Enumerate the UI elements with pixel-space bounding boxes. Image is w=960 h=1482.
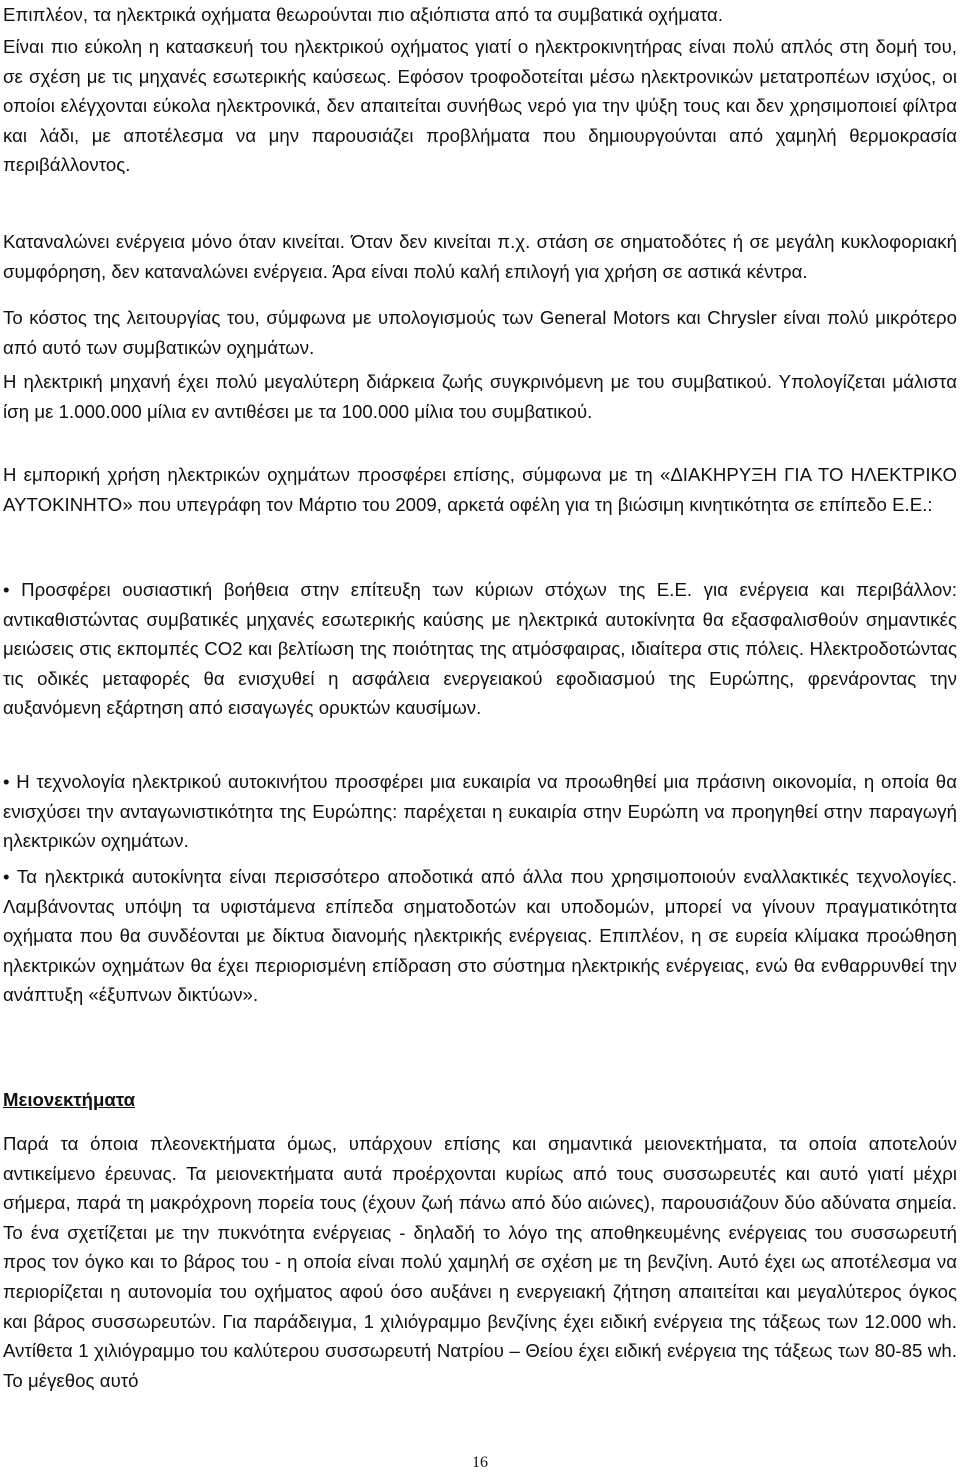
paragraph-operating-cost: Το κόστος της λειτουργίας του, σύμφωνα με υπολογισμούς των General Motors και Chrysler είναι πολύ μικρότερο από αυτό των συμβατικών οχημάτων. [3, 307, 957, 358]
bullet-item-green-economy: • Η τεχνολογία ηλεκτρικού αυτοκινήτου προσφέρει μια ευκαιρία να προωθηθεί μια πράσινη οικονομία, η οποία θα ενισχύσει την ανταγωνιστικότητα της Ευρώπης: παρέχεται η ευκαιρία στην Ευρώπη να προηγηθεί στην παραγωγή ηλεκτρικών οχημάτων. [3, 771, 957, 852]
paragraph-reliability: Επιπλέον, τα ηλεκτρικά οχήματα θεωρούνται πιο αξιόπιστα από τα συμβατικά οχήματα. [3, 4, 724, 25]
section-heading-disadvantages: Μειονεκτήματα [3, 1089, 136, 1110]
paragraph-construction: Είναι πιο εύκολη η κατασκευή του ηλεκτρικού οχήματος γιατί ο ηλεκτροκινητήρας είναι πολύ απλός στη δομή του, σε σχέση με τις μηχανές εσωτερικής καύσεως. Εφόσον τροφοδοτείται μέσω ηλεκτρονικών μετατροπέων ισχύος, οι οποίοι ελέγχονται εύκολα ηλεκτρονικά, δεν απαιτείται συνήθως νερό για την ψύξη τους και δεν χρησιμοποιεί φίλτρα και λάδι, με αποτέλεσμα να μην παρουσιάζει προβλήματα που δημιουργούνται από χαμηλή θερμοκρασία περιβάλλοντος. [3, 36, 957, 176]
paragraph-energy-consumption: Καταναλώνει ενέργεια μόνο όταν κινείται. Όταν δεν κινείται π.χ. στάση σε σηματοδότες ή σε μεγάλη κυκλοφοριακή συμφόρηση, δεν καταναλώνει ενέργεια. Άρα είναι πολύ καλή επιλογή για χρήση σε αστικά κέντρα. [3, 231, 957, 282]
page-number: 16 [472, 1454, 488, 1471]
bullet-item-efficiency: • Τα ηλεκτρικά αυτοκίνητα είναι περισσότερο αποδοτικά από άλλα που χρησιμοποιούν εναλλακτικές τεχνολογίες. Λαμβάνοντας υπόψη τα υφιστάμενα επίπεδα σηματοδοτών και υποδομών, μπορεί να γίνουν πραγματικότητα οχήματα που θα συνδέονται με δίκτυα διανομής ηλεκτρικής ενέργειας. Επιπλέον, η σε ευρεία κλίμακα προώθηση ηλεκτρικών οχημάτων θα έχει περιορισμένη επίδραση στο σύστημα ηλεκτρικής ενέργειας, ενώ θα ενθαρρυνθεί την ανάπτυξη «έξυπνων δικτύων». [3, 866, 957, 1006]
paragraph-lifespan: Η ηλεκτρική μηχανή έχει πολύ μεγαλύτερη διάρκεια ζωής συγκρινόμενη με του συμβατικού. Υπολογίζεται μάλιστα ίση με 1.000.000 μίλια εν αντιθέσει με τα 100.000 μίλια του συμβατικού. [3, 371, 957, 422]
bullet-item-eu-goals: • Προσφέρει ουσιαστική βοήθεια στην επίτευξη των κύριων στόχων της Ε.Ε. για ενέργεια και περιβάλλον: αντικαθιστώντας συμβατικές μηχανές εσωτερικής καύσης με ηλεκτρικά αυτοκίνητα θα εξασφαλισθούν σημαντικές μειώσεις στις εκπομπές CO2 και βελτίωση της ποιότητας της ατμόσφαιρας, ιδιαίτερα στις πόλεις. Ηλεκτροδοτώντας τις οδικές μεταφορές θα ενισχυθεί η ασφάλεια ενεργειακού εφοδιασμού της Ευρώπης, φρενάροντας την αυξανόμενη εξάρτηση από εισαγωγές ορυκτών καυσίμων. [3, 579, 957, 719]
paragraph-disadvantages: Παρά τα όποια πλεονεκτήματα όμως, υπάρχουν επίσης και σημαντικά μειονεκτήματα, τα οποία αποτελούν αντικείμενο έρευνας. Τα μειονεκτήματα αυτά προέρχονται κυρίως από τους συσσωρευτές και αυτό γιατί μέχρι σήμερα, παρά τη μακρόχρονη πορεία τους (έχουν ζωή πάνω από δύο αιώνες), παρουσιάζουν δύο αδύνατα σημεία. Το ένα σχετίζεται με την πυκνότητα ενέργειας - δηλαδή το λόγο της αποθηκευμένης ενέργειας του συσσωρευτή προς τον όγκο και το βάρος του - η οποία είναι πολύ χαμηλή σε σχέση με τη βενζίνη. Αυτό έχει ως αποτέλεσμα να περιορίζεται η αυτονομία του οχήματος αφού όσο αυξάνει η ενεργειακή ζήτηση απαιτείται και μεγαλύτερος όγκος και βάρος συσσωρευτών. Για παράδειγμα, 1 χιλιόγραμμο βενζίνης έχει ειδική ενέργεια της τάξεως των 12.000 wh. Αντίθετα 1 χιλιόγραμμο του καλύτερου συσσωρευτή Νατρίου – Θείου έχει ειδική ενέργεια της τάξεως των 80-85 wh. Το μέγεθος αυτό [3, 1133, 957, 1391]
paragraph-commercial-use: Η εμπορική χρήση ηλεκτρικών οχημάτων προσφέρει επίσης, σύμφωνα με τη «ΔΙΑΚΗΡΥΞΗ ΓΙΑ ΤΟ ΗΛΕΚΤΡΙΚΟ ΑΥΤΟΚΙΝΗΤΟ» που υπεγράφη τον Μάρτιο του 2009, αρκετά οφέλη για τη βιώσιμη κινητικότητα σε επίπεδο Ε.Ε.: [3, 464, 957, 515]
